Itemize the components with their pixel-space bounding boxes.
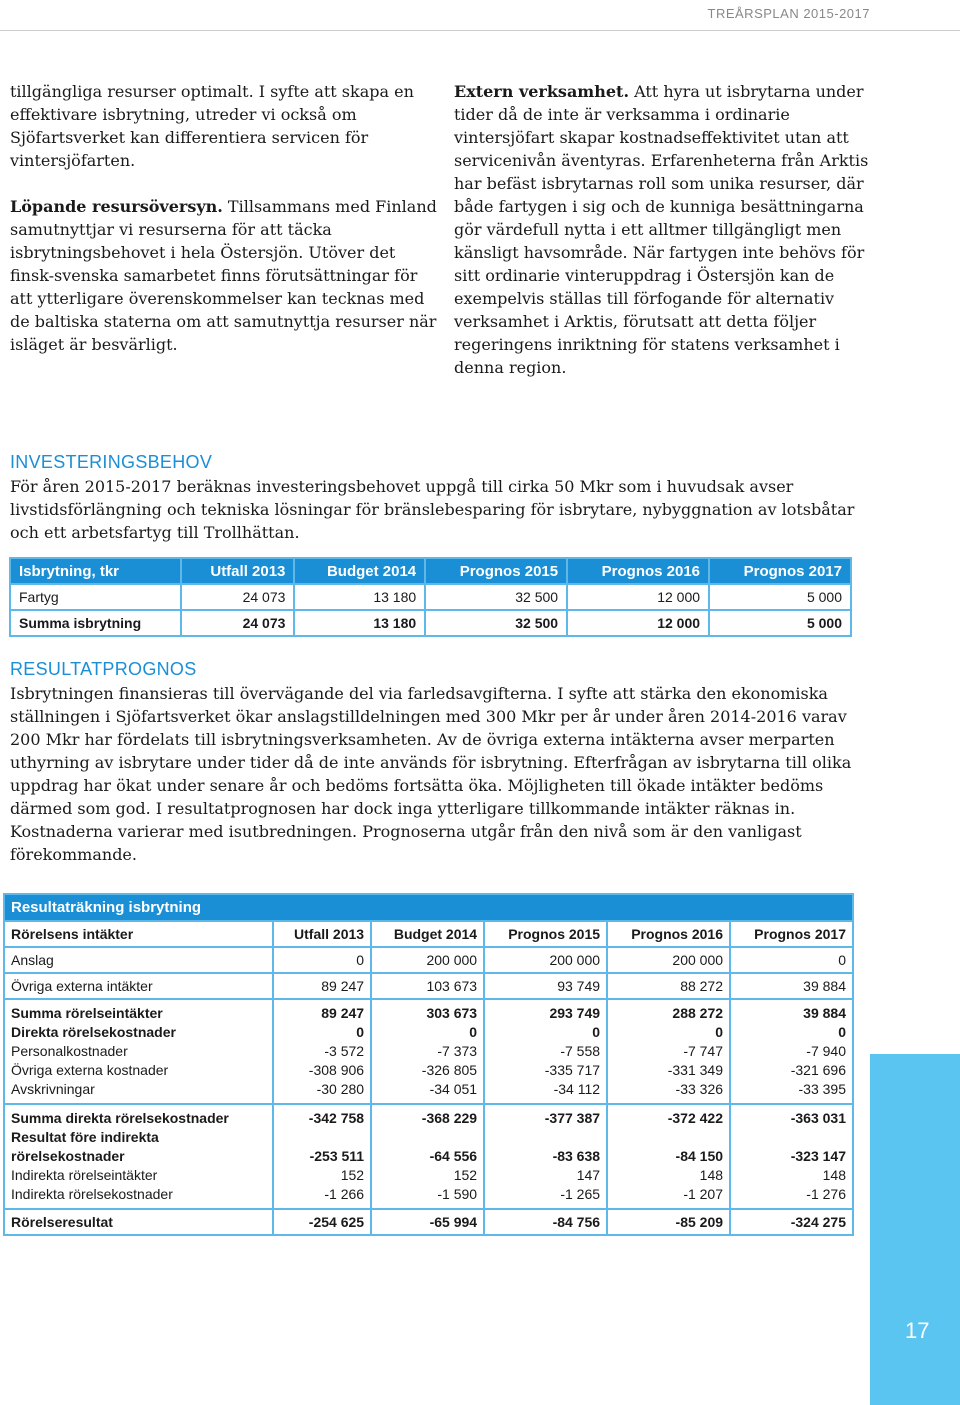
table-cell-stack (607, 1104, 730, 1209)
table-row-group (4, 1104, 853, 1209)
table-cell: 0 (592, 1024, 601, 1040)
table-cell: -253 511 (309, 1148, 365, 1164)
table-cell: 32 500 (425, 610, 567, 636)
table-cell: 0 (715, 1024, 724, 1040)
table-cell: -363 031 (790, 1110, 846, 1126)
lead-in-extern-verksamhet: Extern verksamhet. (454, 82, 630, 101)
table-cell: 13 180 (294, 584, 425, 610)
right-paragraph-text: Att hyra ut isbrytarna under tider då de inte är verksamma i ordinarie vintersjöfart skapar kostnadseffektivitet utan att servicenivån äventyras. Erfarenheterna från Arktis har befäst isbrytarnas roll som unika resurser, där både fartygen i sig och de kunniga besättningarna gör värdefull nytta i ett alltmer tillgängligt men känsligt havsområde. När fartygen inte behövs för sitt ordinarie vinteruppdrag i Östersjön kan de exempelvis ställas till förfogande för alternativ verksamhet i Arktis, förutsatt att detta följer regeringens inriktning för statens verksamhet i denna region. (454, 82, 869, 377)
table-cell: -342 758 (308, 1110, 365, 1126)
table-cell: -1 590 (437, 1186, 478, 1202)
table-cell: -64 556 (429, 1148, 478, 1164)
table-cell: 12 000 (567, 584, 709, 610)
row-label: Summa rörelseintäkter (11, 1005, 163, 1021)
col-header: Prognos 2015 (484, 921, 607, 947)
row-label: Personalkostnader (11, 1043, 128, 1059)
left-paragraph-2 (10, 195, 440, 356)
table-cell: -34 112 (553, 1081, 601, 1097)
table-cell: -33 326 (675, 1081, 724, 1097)
table-cell: 0 (838, 1024, 846, 1040)
col-header: Prognos 2016 (567, 558, 709, 584)
table-cell: 89 247 (321, 1005, 365, 1021)
table-cell: -254 625 (273, 1209, 371, 1235)
table-cell: 103 673 (371, 973, 484, 999)
row-label: Summa isbrytning (10, 610, 181, 636)
header-divider (0, 30, 960, 31)
table-cell: -30 280 (316, 1081, 365, 1097)
table-cell: -372 422 (667, 1110, 724, 1126)
table-cell: -1 265 (560, 1186, 601, 1202)
table-cell-stack (607, 999, 730, 1104)
table-cell: -7 558 (560, 1043, 601, 1059)
investering-paragraph (10, 475, 870, 544)
table-cell-stack (730, 1104, 853, 1209)
left-paragraph-1: tillgängliga resurser optimalt. I syfte att skapa en effektivare isbrytning, utreder vi också om Sjöfartsverket kan differentiera servicen för vintersjöfarten. (10, 82, 414, 170)
table-cell: -7 940 (806, 1043, 846, 1059)
table-cell: -323 147 (790, 1148, 846, 1164)
row-label: Övriga externa intäkter (4, 973, 273, 999)
table-cell: -324 275 (730, 1209, 853, 1235)
table-cell: 148 (699, 1167, 724, 1183)
table-cell-stack (371, 999, 484, 1104)
col-header: Utfall 2013 (273, 921, 371, 947)
table-cell (280, 1128, 364, 1147)
left-column (10, 80, 440, 356)
table-cell: -3 572 (324, 1043, 365, 1059)
table-header-row (10, 558, 851, 584)
left-paragraph-2-text: Tillsammans med Finland samutnyttjar vi resurserna för att täcka isbrytningsbehovet i hela Östersjön. Utöver det finsk-svenska samarbetet finns förutsättningar för att ytterligare överenskommelser kan tecknas med de baltiska staterna om att samutnyttja resurser när isläget är besvärligt. (10, 197, 437, 354)
table-cell: -1 276 (806, 1186, 846, 1202)
table-cell: -33 395 (798, 1081, 846, 1097)
row-label: Övriga externa kostnader (11, 1062, 169, 1078)
table-title-row (4, 894, 853, 921)
table-cell: -308 906 (308, 1062, 365, 1078)
table-cell: 200 000 (484, 947, 607, 973)
table-cell: 24 073 (181, 610, 294, 636)
col-header: Budget 2014 (294, 558, 425, 584)
table-cell (378, 1128, 477, 1147)
lead-in-resursoversyn: Löpande resursöversyn. (10, 197, 223, 216)
col-header: Isbrytning, tkr (10, 558, 181, 584)
table-cell: -7 373 (437, 1043, 478, 1059)
table-cell: 0 (356, 1024, 365, 1040)
col-header: Prognos 2015 (425, 558, 567, 584)
table-cell: 148 (822, 1167, 846, 1183)
table-cell: -1 266 (324, 1186, 365, 1202)
table-cell (737, 1128, 846, 1147)
table-cell: -321 696 (790, 1062, 846, 1078)
table-cell: 24 073 (181, 584, 294, 610)
table-cell: -34 051 (429, 1081, 478, 1097)
row-label: Anslag (4, 947, 273, 973)
table-cell: 39 884 (730, 973, 853, 999)
row-label: Rörelseresultat (4, 1209, 273, 1235)
table-cell: -368 229 (421, 1110, 478, 1126)
table-cell: 5 000 (709, 610, 851, 636)
table-cell-stack (273, 999, 371, 1104)
table-cell: -84 756 (484, 1209, 607, 1235)
col-header: Utfall 2013 (181, 558, 294, 584)
table-cell: -335 717 (544, 1062, 601, 1078)
table-cell: 39 884 (803, 1005, 846, 1021)
table-cell (614, 1128, 723, 1147)
table-title: Resultaträkning isbrytning (4, 894, 853, 921)
row-label: Direkta rörelsekostnader (11, 1024, 176, 1040)
table-cell: 200 000 (607, 947, 730, 973)
table-cell: 288 272 (672, 1005, 724, 1021)
table-row (4, 1209, 853, 1235)
row-label: rörelsekostnader (11, 1148, 125, 1164)
right-paragraph (454, 80, 874, 379)
table-cell: 147 (576, 1167, 601, 1183)
table-cell: 200 000 (371, 947, 484, 973)
table-cell: -1 207 (683, 1186, 724, 1202)
table-cell: -84 150 (675, 1148, 724, 1164)
table-cell-stack (484, 999, 607, 1104)
table-cell: 303 673 (426, 1005, 478, 1021)
row-label: Avskrivningar (11, 1081, 95, 1097)
resultat-text: Isbrytningen finansieras till övervägande del via farledsavgifterna. I syfte att stärka den ekonomiska ställningen i Sjöfartsverket ökar anslagstilldelningen med 300 Mkr per år under åren 2014-2016 varav 200 Mkr har fördelats till isbrytningsverksamheten. Av de övriga externa intäkterna avser merparten uthyrning av isbrytare under tider då de inte används för isbrytning. Efterfrågan av isbrytarna till olika uppdrag har ökat under senare år och bedöms fortsätta öka. Möjligheten till ökade intäkter bedöms därmed som god. I resultatprognosen har dock inga ytterligare tillkommande intäkter räknas in. Kostnaderna varierar med isutbredningen. Prognoserna utgår från den nivå som är den vanligast förekommande. (10, 684, 852, 864)
table-row (4, 973, 853, 999)
resultatrakning-table (3, 893, 854, 1236)
row-label: Indirekta rörelsekostnader (11, 1186, 173, 1202)
side-color-block (870, 1054, 960, 1405)
table-cell: 152 (453, 1167, 478, 1183)
running-header: TREÅRSPLAN 2015-2017 (707, 6, 870, 21)
col-header: Prognos 2016 (607, 921, 730, 947)
table-cell: 88 272 (607, 973, 730, 999)
row-label: Resultat före indirekta (11, 1129, 159, 1145)
table-row-total (10, 610, 851, 636)
table-cell: 32 500 (425, 584, 567, 610)
table-cell: -326 805 (421, 1062, 478, 1078)
table-header-row (4, 921, 853, 947)
investering-text: För åren 2015-2017 beräknas investeringsbehovet uppgå till cirka 50 Mkr som i huvudsak avser livstidsförlängning och tekniska lösningar för bränslebesparing för isbrytare, nybyggnation av lotsbåtar och ett arbetsfartyg till Trollhättan. (10, 477, 855, 542)
col-header: Rörelsens intäkter (4, 921, 273, 947)
table-cell: -377 387 (544, 1110, 601, 1126)
table-cell: 0 (730, 947, 853, 973)
table-cell-stack (4, 999, 273, 1104)
table-cell-stack (484, 1104, 607, 1209)
table-cell: 0 (273, 947, 371, 973)
resultat-paragraph (10, 682, 870, 866)
table-cell: 5 000 (709, 584, 851, 610)
table-cell: -331 349 (667, 1062, 724, 1078)
page-number: 17 (905, 1318, 930, 1343)
table-row-group (4, 999, 853, 1104)
section-heading-resultatprognos: RESULTATPROGNOS (10, 659, 197, 679)
col-header: Budget 2014 (371, 921, 484, 947)
table-cell: -65 994 (371, 1209, 484, 1235)
table-cell-stack (730, 999, 853, 1104)
row-label: Fartyg (10, 584, 181, 610)
table-cell: -85 209 (607, 1209, 730, 1235)
table-cell: 293 749 (549, 1005, 601, 1021)
table-cell: 12 000 (567, 610, 709, 636)
table-cell: 152 (340, 1167, 365, 1183)
right-column (454, 80, 874, 379)
table-cell (491, 1128, 600, 1147)
table-row (10, 584, 851, 610)
table-cell: 13 180 (294, 610, 425, 636)
isbrytning-table (9, 557, 852, 637)
table-cell-stack (371, 1104, 484, 1209)
table-cell: 89 247 (273, 973, 371, 999)
table-cell-stack (4, 1104, 273, 1209)
col-header: Prognos 2017 (730, 921, 853, 947)
table-cell: 0 (469, 1024, 478, 1040)
table-cell: -83 638 (552, 1148, 601, 1164)
row-label: Indirekta rörelseintäkter (11, 1167, 158, 1183)
table-cell: 93 749 (484, 973, 607, 999)
table-cell: -7 747 (683, 1043, 724, 1059)
col-header: Prognos 2017 (709, 558, 851, 584)
table-row (4, 947, 853, 973)
row-label: Summa direkta rörelsekostnader (11, 1110, 229, 1126)
table-cell-stack (273, 1104, 371, 1209)
section-heading-investeringsbehov: INVESTERINGSBEHOV (10, 452, 213, 472)
